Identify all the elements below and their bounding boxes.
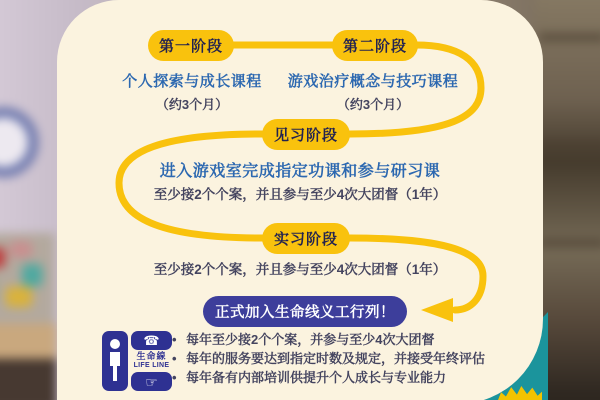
shelf-line bbox=[539, 140, 600, 148]
shelf-line bbox=[539, 239, 600, 247]
toy-blob bbox=[10, 241, 33, 257]
toy-blob bbox=[22, 264, 43, 287]
stage-badge-1: 第一阶段 bbox=[148, 30, 234, 61]
logo-name-zh: 生命線 bbox=[136, 351, 167, 361]
person-icon bbox=[102, 331, 128, 391]
practicum-detail: 至少接2个个案，并且参与至少4次大团督（1年） bbox=[153, 262, 447, 277]
phone-handset-icon: ☎ bbox=[131, 331, 172, 350]
stage-badge-practicum: 实习阶段 bbox=[262, 223, 350, 254]
requirement-item: • 每年至少接2个个案，并参与至少4次大团督 bbox=[170, 330, 520, 349]
shelf-line bbox=[539, 33, 600, 41]
logo-name-en: LIFE LINE bbox=[133, 362, 170, 369]
internship-course-title: 进入游戏室完成指定功课和参与研习课 bbox=[159, 163, 441, 180]
table-shadow bbox=[0, 359, 57, 400]
stage2-duration: （约3个月） bbox=[336, 97, 410, 112]
requirement-item: • 每年的服务要达到指定时数及规定，并接受年终评估 bbox=[170, 349, 520, 368]
stage2-course-title: 游戏治疗概念与技巧课程 bbox=[287, 73, 459, 90]
wall-clock bbox=[0, 107, 38, 177]
join-volunteer-button[interactable]: 正式加入生命线义工行列！ bbox=[203, 296, 407, 327]
internship-detail: 至少接2个个案，并且参与至少4次大团督（1年） bbox=[153, 187, 447, 202]
stage1-duration: （约3个月） bbox=[155, 97, 229, 112]
membership-requirements-list bbox=[170, 330, 520, 387]
toy-blob bbox=[5, 287, 32, 308]
toy-shelf bbox=[0, 233, 55, 331]
stage-badge-internship: 见习阶段 bbox=[262, 119, 350, 150]
stage-badge-2: 第二阶段 bbox=[332, 30, 418, 61]
hand-icon: ☞ bbox=[131, 372, 172, 391]
lifeline-logo bbox=[102, 331, 172, 391]
logo-text bbox=[131, 351, 172, 371]
requirement-item: • 每年备有内部培训供提升个人成长与专业能力 bbox=[170, 368, 520, 387]
toy-blob bbox=[0, 247, 5, 268]
stage1-course-title: 个人探索与成长课程 bbox=[122, 73, 262, 90]
